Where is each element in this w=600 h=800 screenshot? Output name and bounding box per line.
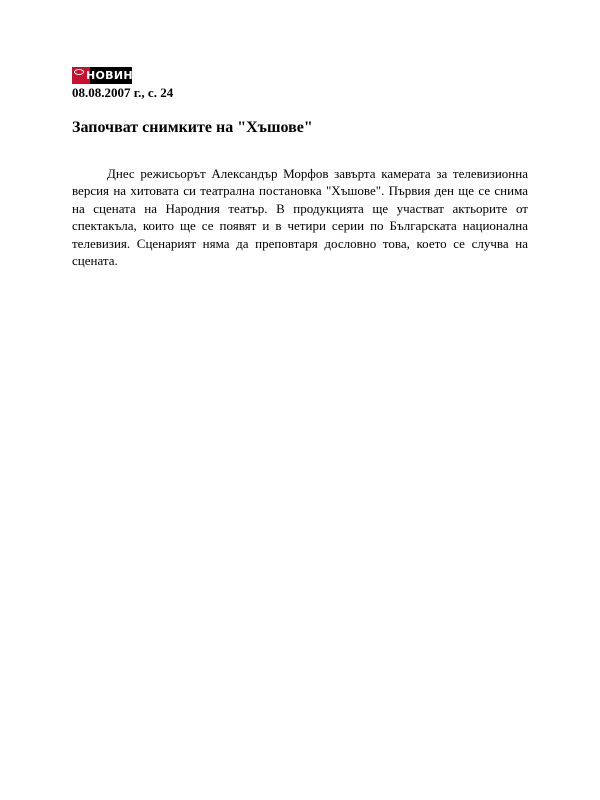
- logo-text: НОВИНАР: [86, 69, 151, 82]
- publication-date-page: 08.08.2007 г., с. 24: [72, 85, 174, 100]
- article-body: Днес режисьорът Александър Морфов завърта камерата за телевизионна версия на хитовата си театрална постановка "Хъшове". Първия ден ще се снима на сцената на Народния театър. В продукцията ще участват актьорите от спектакъла, които ще се появят и в четири серии по Българската национална телевизия. Сценарият няма да преповтаря дословно това, което се случва на сцената.: [72, 166, 528, 269]
- logo-mark-icon: [74, 69, 84, 75]
- newspaper-logo: [72, 67, 151, 84]
- article-title: Започват снимките на "Хъшове": [72, 119, 313, 136]
